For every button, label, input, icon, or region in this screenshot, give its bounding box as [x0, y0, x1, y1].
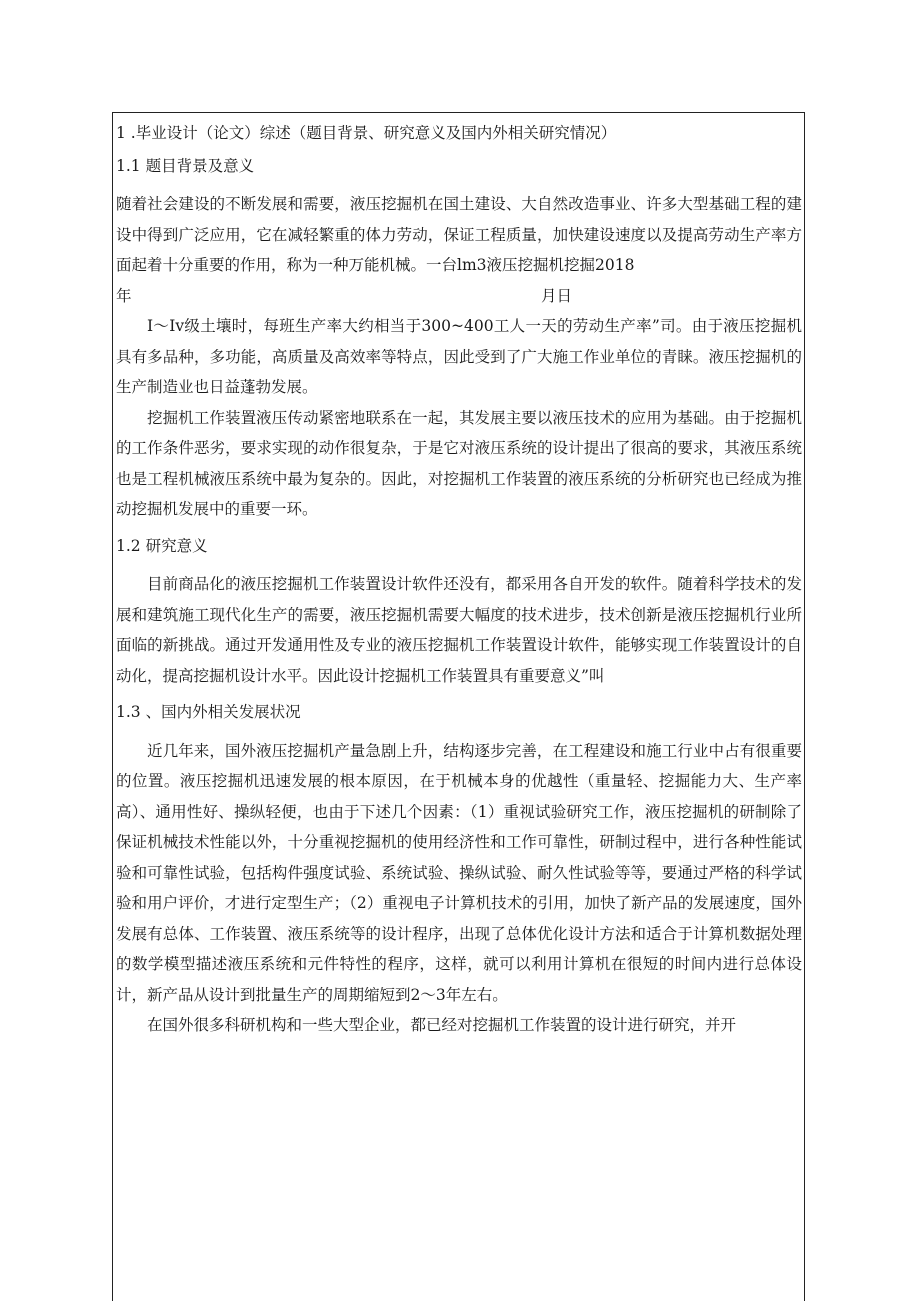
section-heading-1-1: 1.1 题目背景及意义: [116, 156, 255, 175]
paragraph-background-1: 随着社会建设的不断发展和需要，液压挖掘机在国土建设、大自然改造事业、许多大型基础工程的建设中得到广泛应用，它在减轻繁重的体力劳动，保证工程质量，加快建设速度以及提高劳动生产率方面起着十分重要的作用，称为一种万能机械。一台lm3液压挖掘机挖掘2018: [116, 195, 802, 274]
paragraph-research-significance: 目前商品化的液压挖掘机工作装置设计软件还没有，都采用各自开发的软件。随着科学技术的发展和建筑施工现代化生产的需要，液压挖掘机需要大幅度的技术进步，技术创新是液压挖掘机行业所面临的新挑战。通过开发通用性及专业的液压挖掘机工作装置设计软件，能够实现工作装置设计的自动化，提高挖掘机设计水平。因此设计挖掘机工作装置具有重要意义”叫: [116, 575, 802, 685]
section-heading-1-2: 1.2 研究意义: [116, 536, 208, 555]
date-monthday-label: 月日: [541, 286, 573, 305]
paragraph-background-2: I～Iv级土壤时，每班生产率大约相当于300~400工人一天的劳动生产率”司。由于液压挖掘机具有多品种，多功能，高质量及高效率等特点，因此受到了广大施工作业单位的青睐。液压挖掘机的生产制造业也日益蓬勃发展。: [116, 317, 802, 396]
section-heading-main: 1 .毕业设计（论文）综述（题目背景、研究意义及国内外相关研究情况）: [116, 124, 617, 142]
paragraph-development-status-1: 近几年来，国外液压挖掘机产量急剧上升，结构逐步完善，在工程建设和施工行业中占有很重要的位置。液压挖掘机迅速发展的根本原因，在于机械本身的优越性（重量轻、挖掘能力大、生产率高）、通用性好、操纵轻便，也由于下述几个因素：（1）重视试验研究工作，液压挖掘机的研制除了保证机械技术性能以外，十分重视挖掘机的使用经济性和工作可靠性，研制过程中，进行各种性能试验和可靠性试验，包括构件强度试验、系统试验、操纵试验、耐久性试验等等，要通过严格的科学试验和用户评价，才进行定型生产；（2）重视电子计算机技术的引用，加快了新产品的发展速度，国外发展有总体、工作装置、液压系统等的设计程序，出现了总体优化设计方法和适合于计算机数据处理的数学模型描述液压系统和元件特性的程序，这样，就可以利用计算机在很短的时间内进行总体设计，新产品从设计到批量生产的周期缩短到2～3年左右。: [116, 741, 802, 1004]
section-heading-1-3: 1.3 、国内外相关发展状况: [116, 703, 301, 721]
paragraph-development-status-2: 在国外很多科研机构和一些大型企业，都已经对挖掘机工作装置的设计进行研究，并开: [147, 1016, 737, 1034]
document-content: [116, 118, 802, 1041]
paragraph-background-3: 挖掘机工作装置液压传动紧密地联系在一起，其发展主要以液压技术的应用为基础。由于挖掘机的工作条件恶劣，要求实现的动作很复杂，于是它对液压系统的设计提出了很高的要求，其液压系统也是工程机械液压系统中最为复杂的。因此，对挖掘机工作装置的液压系统的分析研究也已经成为推动挖掘机发展中的重要一环。: [116, 408, 802, 518]
date-line: [116, 281, 802, 312]
date-year-label: 年: [116, 286, 132, 305]
